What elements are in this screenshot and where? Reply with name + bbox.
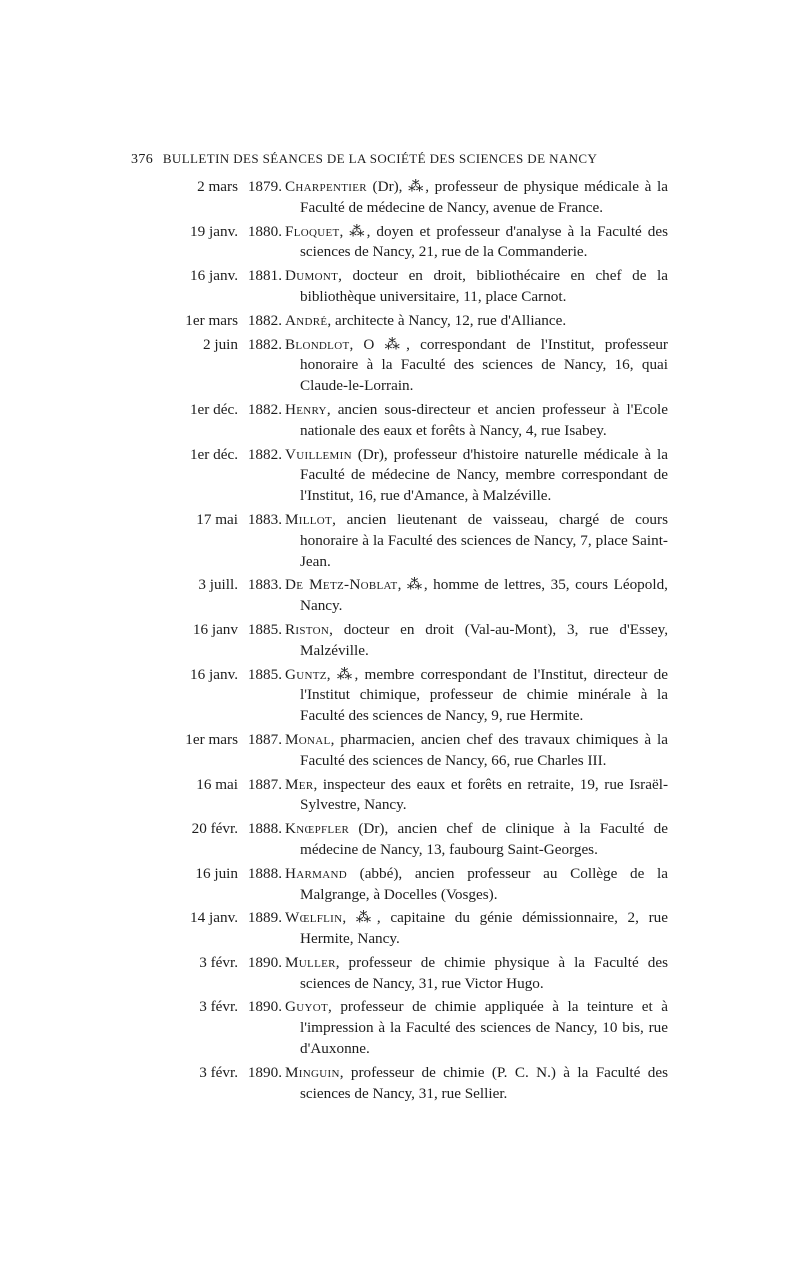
- member-details: , ⁂, membre correspondant de l'Institut, directeur de l'Institut chimique, professeur de chimie minérale à la Faculté des sciences de Nancy, 9, rue Hermite.: [300, 665, 668, 725]
- member-details: , O ⁂, correspondant de l'Institut, professeur honoraire à la Faculté des sciences de Nancy, 16, quai Claude-le-Lorrain.: [300, 335, 668, 395]
- entry-description: [285, 222, 668, 264]
- entry-year: 1880.: [247, 222, 282, 240]
- entry-year: 1879.: [247, 178, 282, 195]
- entry-description: [285, 1063, 668, 1105]
- member-name: Guntz: [285, 665, 327, 683]
- member-details: , docteur en droit (Val-au-Mont), 3, rue d'Essey, Malzéville.: [300, 620, 668, 659]
- entry-year: 1883.: [247, 576, 282, 594]
- member-name: De Metz-Noblat: [285, 576, 398, 594]
- entry-year: 1885.: [247, 620, 282, 638]
- member-name: Floquet: [285, 222, 340, 240]
- member-entry: [128, 908, 668, 950]
- entry-year: 1882.: [247, 311, 282, 329]
- member-entry: [128, 335, 668, 397]
- entry-year: 1890.: [247, 998, 282, 1016]
- entry-description: [285, 908, 668, 950]
- entry-description: [285, 953, 668, 995]
- member-entry: [128, 730, 668, 772]
- member-details: , inspecteur des eaux et forêts en retraite, 19, rue Israël-Sylvestre, Nancy.: [300, 775, 668, 814]
- entry-year: 1890.: [247, 953, 282, 971]
- entry-description: [285, 335, 668, 397]
- member-details: , professeur de chimie physique à la Faculté des sciences de Nancy, 31, rue Victor Hugo.: [300, 953, 668, 992]
- entry-date: 16 janv.: [190, 665, 238, 683]
- entry-date: 1er mars: [185, 730, 238, 748]
- entry-year: 1882.: [247, 445, 282, 463]
- entry-description: [285, 819, 668, 861]
- member-entry: [128, 775, 668, 817]
- entry-year: 1887.: [247, 775, 282, 793]
- entry-year: 1882.: [247, 335, 282, 353]
- entry-date: 1er déc.: [189, 400, 238, 418]
- entry-date: 3 févr.: [199, 1063, 238, 1081]
- entry-date: 16 janv: [192, 620, 238, 638]
- member-details: (Dr), ancien chef de clinique à la Faculté de médecine de Nancy, 13, faubourg Saint-Georges.: [300, 820, 668, 858]
- entry-year: 1882.: [247, 400, 282, 418]
- member-entry: [128, 510, 668, 572]
- entry-year: 1883.: [247, 510, 282, 528]
- entry-year: 1887.: [247, 730, 282, 748]
- entry-date: 1er déc.: [189, 445, 238, 463]
- entry-date: 3 juill.: [198, 576, 238, 594]
- page-number: 376: [131, 152, 154, 167]
- entry-description: [285, 620, 668, 662]
- entry-date: 16 janv.: [190, 267, 238, 285]
- running-title: BULLETIN DES SÉANCES DE LA SOCIÉTÉ DES SCIENCES DE NANCY: [162, 151, 598, 166]
- entry-date: 3 févr.: [199, 998, 238, 1016]
- entry-date: 19 janv.: [190, 222, 238, 240]
- member-name: Vuillemin: [285, 445, 352, 463]
- entry-description: [285, 997, 668, 1059]
- member-name: Harmand: [285, 864, 347, 882]
- member-details: , ⁂, homme de lettres, 35, cours Léopold, Nancy.: [300, 576, 668, 615]
- member-name: Wœlflin: [285, 909, 343, 927]
- member-name: Riston: [285, 620, 330, 638]
- entry-date: 20 févr.: [191, 820, 238, 838]
- entry-date: 1er mars: [185, 311, 238, 329]
- entry-description: [285, 311, 668, 332]
- member-list: [128, 177, 668, 1107]
- member-details: (Dr), ⁂, professeur de physique médicale à la Faculté de médecine de Nancy, avenue de France.: [300, 178, 668, 216]
- member-details: , docteur en droit, bibliothécaire en chef de la bibliothèque universitaire, 11, place Carnot.: [300, 267, 668, 305]
- member-details: , ⁂, capitaine du génie démissionnaire, 2, rue Hermite, Nancy.: [300, 909, 668, 948]
- member-details: , ancien sous-directeur et ancien professeur à l'Ecole nationale des eaux et forêts à Nancy, 4, rue Isabey.: [300, 400, 668, 439]
- entry-date: 17 mai: [196, 510, 238, 528]
- member-entry: [128, 445, 668, 507]
- member-entry: [128, 997, 668, 1059]
- entry-date: 3 févr.: [199, 953, 238, 971]
- member-entry: [128, 266, 668, 308]
- member-entry: [128, 177, 668, 219]
- member-entry: [128, 864, 668, 906]
- entry-year: 1889.: [247, 909, 282, 927]
- entry-year: 1890.: [247, 1063, 282, 1081]
- entry-description: [285, 266, 668, 308]
- member-name: Monal: [285, 730, 331, 748]
- member-details: , architecte à Nancy, 12, rue d'Alliance.: [327, 311, 567, 329]
- entry-description: [285, 445, 668, 507]
- entry-year: 1888.: [247, 820, 282, 838]
- entry-date: 2 juin: [202, 335, 238, 353]
- member-name: Blondlot: [285, 335, 350, 353]
- entry-description: [285, 575, 668, 617]
- member-details: , professeur de chimie (P. C. N.) à la Faculté des sciences de Nancy, 31, rue Sellier.: [300, 1063, 668, 1102]
- member-entry: [128, 575, 668, 617]
- member-entry: [128, 819, 668, 861]
- member-name: Millot: [285, 510, 333, 528]
- member-entry: [128, 400, 668, 442]
- member-details: , ancien lieutenant de vaisseau, chargé de cours honoraire à la Faculté des sciences de Nancy, 7, place Saint-Jean.: [300, 510, 668, 570]
- member-details: , pharmacien, ancien chef des travaux chimiques à la Faculté des sciences de Nancy, 66, rue Charles III.: [300, 730, 668, 769]
- member-name: Muller: [285, 953, 336, 971]
- member-name: Guyot: [285, 998, 329, 1016]
- entry-year: 1881.: [247, 267, 282, 285]
- entry-date: 16 mai: [196, 775, 238, 793]
- member-entry: [128, 665, 668, 727]
- entry-date: 14 janv.: [190, 909, 238, 927]
- member-entry: [128, 953, 668, 995]
- entry-date: 16 juin: [195, 864, 238, 882]
- running-head: [131, 151, 661, 168]
- member-entry: [128, 620, 668, 662]
- entry-description: [285, 510, 668, 572]
- member-name: Minguin: [285, 1063, 340, 1081]
- entry-description: [285, 775, 668, 817]
- member-details: , ⁂, doyen et professeur d'analyse à la Faculté des sciences de Nancy, 21, rue de la Commanderie.: [300, 222, 668, 261]
- entry-description: [285, 864, 668, 906]
- member-entry: [128, 1063, 668, 1105]
- member-name: Mer: [285, 775, 314, 793]
- entry-description: [285, 400, 668, 442]
- entry-date: 2 mars: [197, 178, 238, 195]
- member-name: André: [285, 311, 328, 329]
- member-details: (abbé), ancien professeur au Collège de la Malgrange, à Docelles (Vosges).: [300, 864, 668, 903]
- entry-description: [285, 730, 668, 772]
- member-name: Knœpfler: [285, 820, 350, 838]
- member-entry: [128, 311, 668, 332]
- member-details: (Dr), professeur d'histoire naturelle médicale à la Faculté de médecine de Nancy, membre correspondant de l'Institut, 16, rue d'Amance, à Malzéville.: [300, 445, 668, 505]
- entry-year: 1885.: [247, 665, 282, 683]
- entry-description: [285, 665, 668, 727]
- member-name: Henry: [285, 400, 327, 418]
- entry-description: [285, 177, 668, 219]
- member-entry: [128, 222, 668, 264]
- entry-year: 1888.: [247, 864, 282, 882]
- member-details: , professeur de chimie appliquée à la teinture et à l'impression à la Faculté des sciences de Nancy, 10 bis, rue d'Auxonne.: [300, 998, 668, 1058]
- member-name: Charpentier: [285, 178, 367, 195]
- member-name: Dumont: [285, 267, 339, 285]
